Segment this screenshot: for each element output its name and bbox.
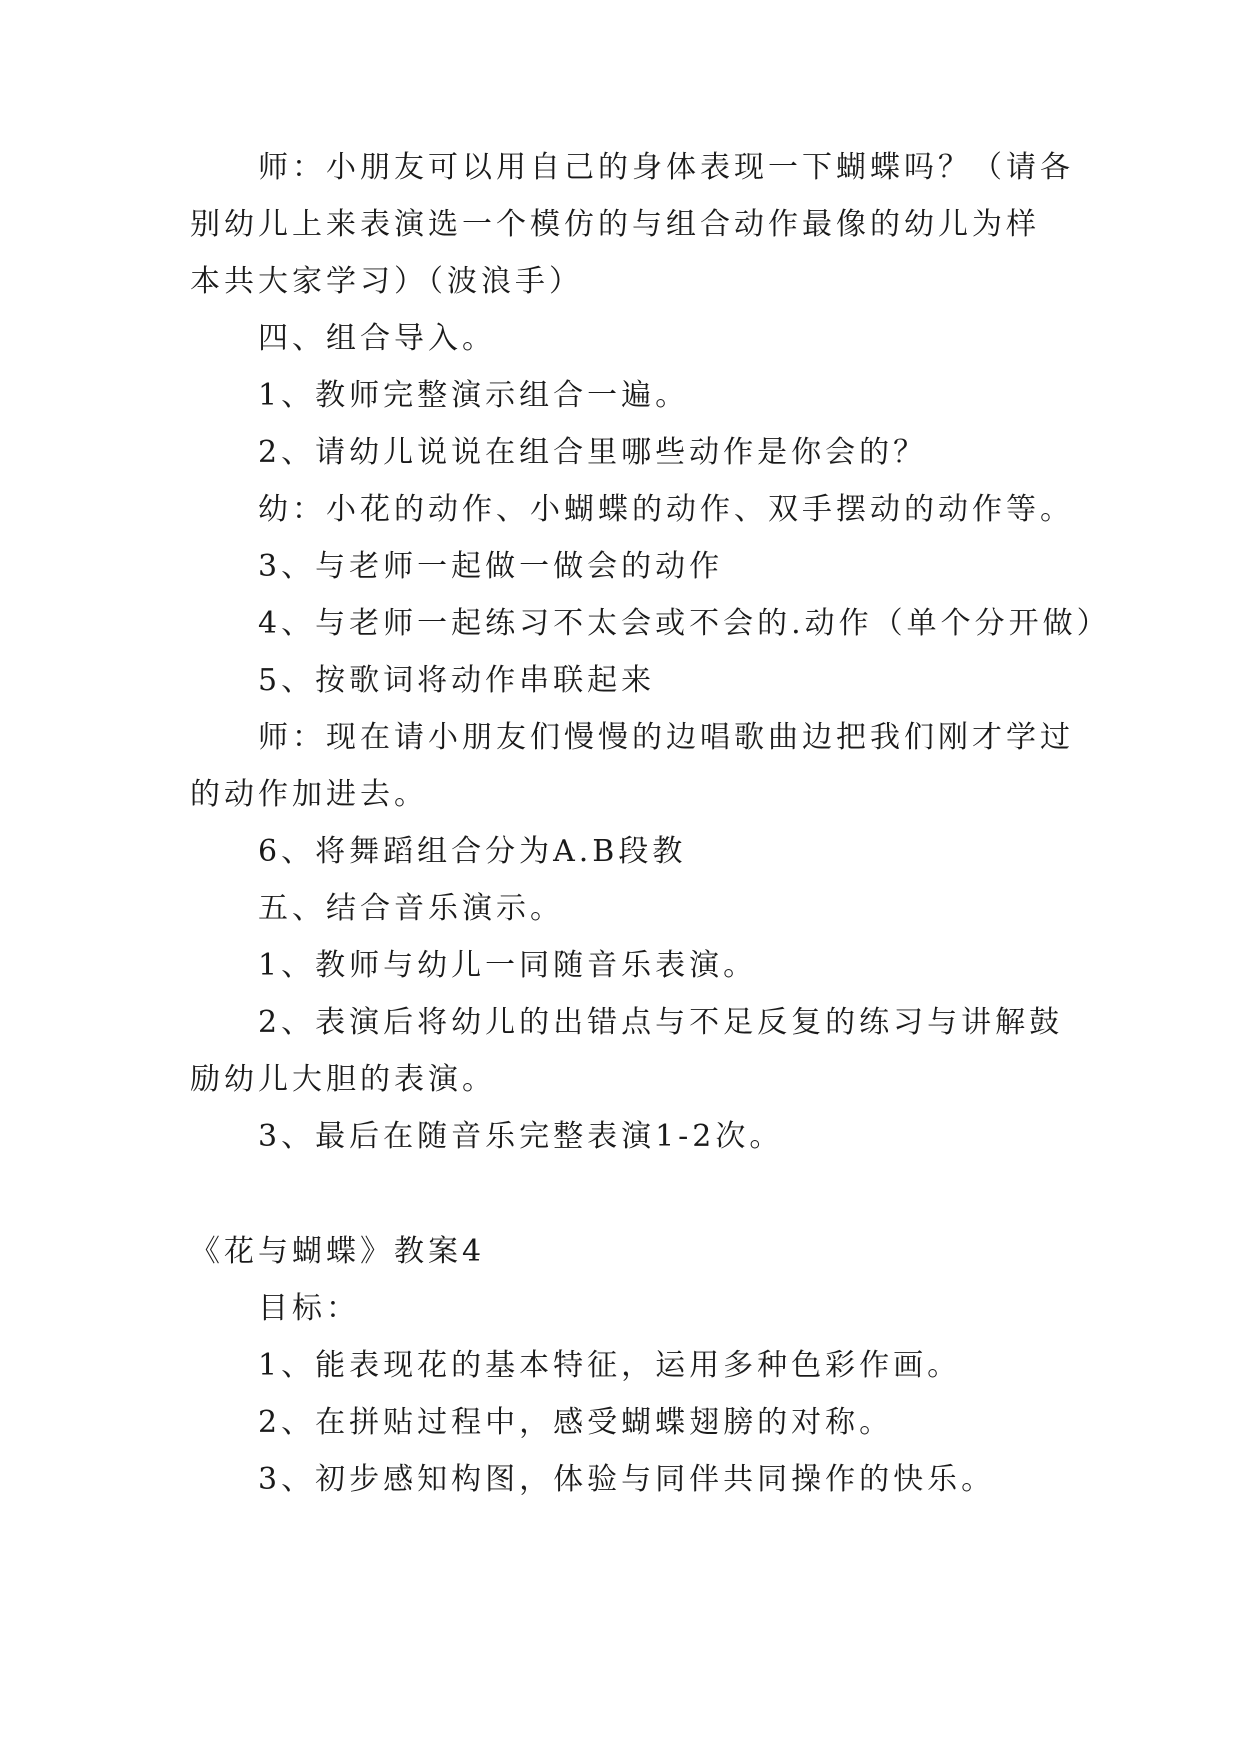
paragraph-line: 2、表演后将幼儿的出错点与不足反复的练习与讲解鼓 <box>258 1005 1064 1040</box>
paragraph-line: 3、最后在随音乐完整表演1-2次。 <box>258 1119 784 1154</box>
paragraph-line: 师：小朋友可以用自己的身体表现一下蝴蝶吗？（请各 <box>258 150 1074 185</box>
paragraph-line: 1、能表现花的基本特征，运用多种色彩作画。 <box>258 1348 962 1383</box>
paragraph-line: 6、将舞蹈组合分为A.B段教 <box>258 834 687 869</box>
paragraph-line: 2、请幼儿说说在组合里哪些动作是你会的？ <box>258 435 928 470</box>
paragraph-line: 别幼儿上来表演选一个模仿的与组合动作最像的幼儿为样 <box>190 207 1040 242</box>
paragraph-line: 3、与老师一起做一做会的动作 <box>258 549 724 584</box>
paragraph-line: 5、按歌词将动作串联起来 <box>258 663 656 698</box>
paragraph-line: 目标： <box>258 1291 360 1326</box>
paragraph-line: 2、在拼贴过程中，感受蝴蝶翅膀的对称。 <box>258 1405 894 1440</box>
paragraph-line: 励幼儿大胆的表演。 <box>190 1062 496 1097</box>
paragraph-line: 师：现在请小朋友们慢慢的边唱歌曲边把我们刚才学过 <box>258 720 1074 755</box>
paragraph-line: 幼：小花的动作、小蝴蝶的动作、双手摆动的动作等。 <box>258 492 1074 527</box>
paragraph-line: 4、与老师一起练习不太会或不会的.动作（单个分开做） <box>258 606 1111 641</box>
paragraph-line: 本共大家学习）（波浪手） <box>190 264 583 299</box>
section-title: 《花与蝴蝶》教案4 <box>190 1234 486 1269</box>
paragraph-line: 1、教师完整演示组合一遍。 <box>258 378 690 413</box>
paragraph-line: 的动作加进去。 <box>190 777 428 812</box>
paragraph-line: 1、教师与幼儿一同随音乐表演。 <box>258 948 758 983</box>
paragraph-line: 3、初步感知构图，体验与同伴共同操作的快乐。 <box>258 1462 996 1497</box>
paragraph-line: 四、组合导入。 <box>258 321 496 356</box>
paragraph-line: 五、结合音乐演示。 <box>258 891 564 926</box>
